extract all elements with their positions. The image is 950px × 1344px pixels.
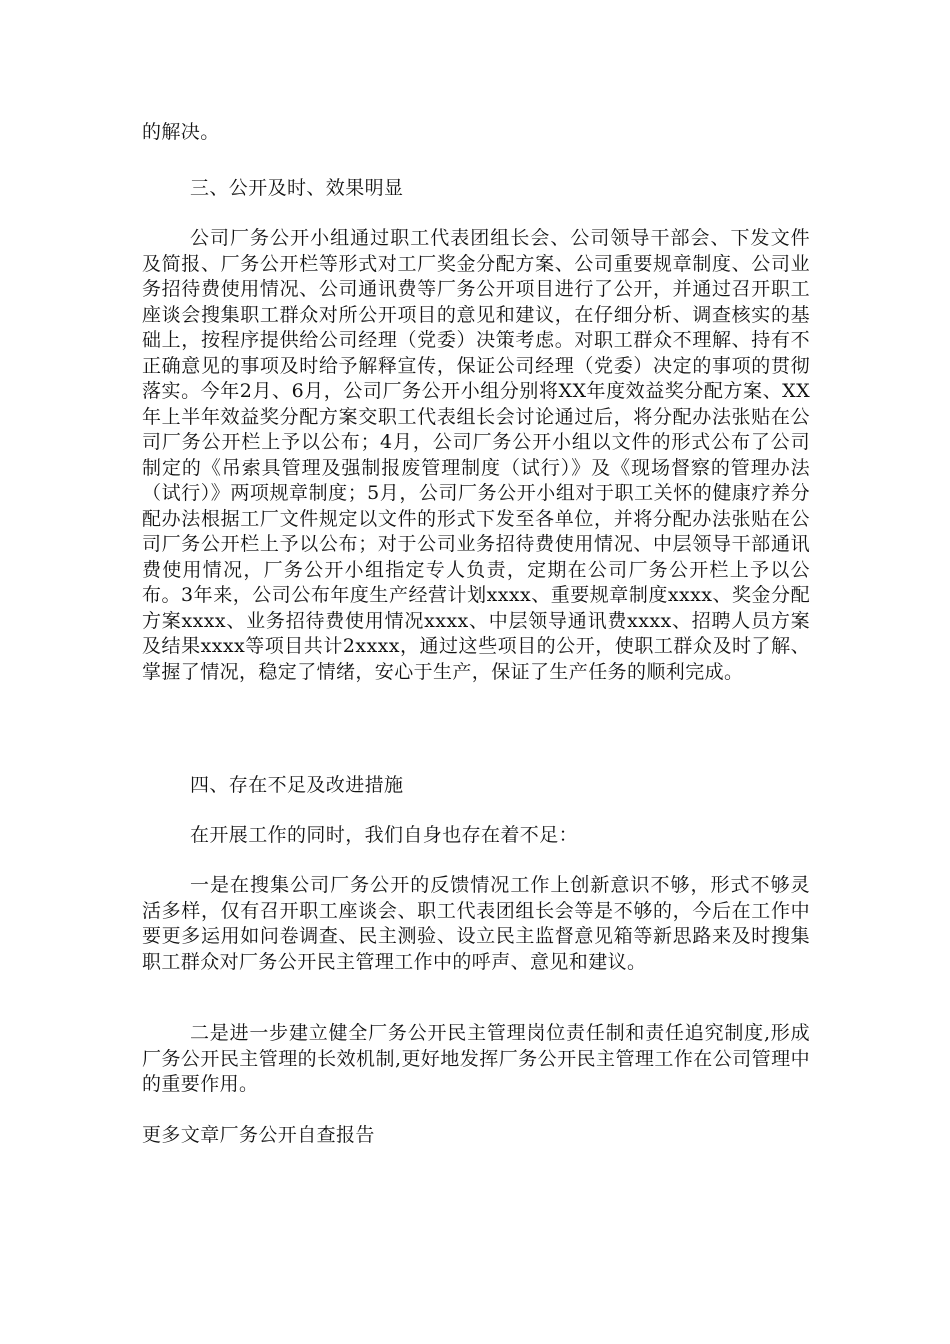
section4-intro-paragraph: 在开展工作的同时，我们自身也存在着不足： [190, 824, 579, 846]
more-articles-link[interactable]: 更多文章厂务公开自查报告 [142, 1124, 375, 1146]
section3-paragraph: 公司厂务公开小组通过职工代表团组长会、公司领导干部会、下发文件及简报、厂务公开栏等形式对工厂奖金分配方案、公司重要规章制度、公司业务招待费使用情况、公司通讯费等厂务公开项目进行了公开，并通过召开职工座谈会搜集职工群众对所公开项目的意见和建议，在仔细分析、调查核实的基础上，按程序提供给公司经理（党委）决策考虑。对职工群众不理解、持有不正确意见的事项及时给予解释宣传，保证公司经理（党委）决定的事项的贯彻落实。今年2月、6月，公司厂务公开小组分别将XX年度效益奖分配方案、XX年上半年效益奖分配方案交职工代表组长会讨论通过后，将分配办法张贴在公司厂务公开栏上予以公布；4月，公司厂务公开小组以文件的形式公布了公司制定的《吊索具管理及强制报废管理制度（试行）》及《现场督察的管理办法（试行）》两项规章制度；5月，公司厂务公开小组对于职工关怀的健康疗养分配办法根据工厂文件规定以文件的形式下发至各单位，并将分配办法张贴在公司厂务公开栏上予以公布；对于公司业务招待费使用情况、中层领导干部通讯费使用情况，厂务公开小组指定专人负责，定期在公司厂务公开栏上予以公布。3年来，公司公布年度生产经营计划xxxx、重要规章制度xxxx、奖金分配方案xxxx、业务招待费使用情况xxxx、中层领导通讯费xxxx、招聘人员方案及结果xxxx等项目共计2xxxx，通过这些项目的公开，使职工群众及时了解、掌握了情况，稳定了情绪，安心于生产，保证了生产任务的顺利完成。 [142, 227, 810, 683]
section4-heading: 四、存在不足及改进措施 [190, 774, 404, 796]
section4-point1-paragraph: 一是在搜集公司厂务公开的反馈情况工作上创新意识不够，形式不够灵活多样，仅有召开职工座谈会、职工代表团组长会等是不够的，今后在工作中要更多运用如问卷调查、民主测验、设立民主监督意见箱等新思路来及时搜集职工群众对厂务公开民主管理工作中的呼声、意见和建议。 [142, 874, 810, 973]
continuation-text: 的解决。 [142, 121, 220, 143]
section3-heading: 三、公开及时、效果明显 [190, 177, 404, 199]
section4-point2-paragraph: 二是进一步建立健全厂务公开民主管理岗位责任制和责任追究制度,形成厂务公开民主管理的长效机制,更好地发挥厂务公开民主管理工作在公司管理中的重要作用。 [142, 1022, 810, 1095]
